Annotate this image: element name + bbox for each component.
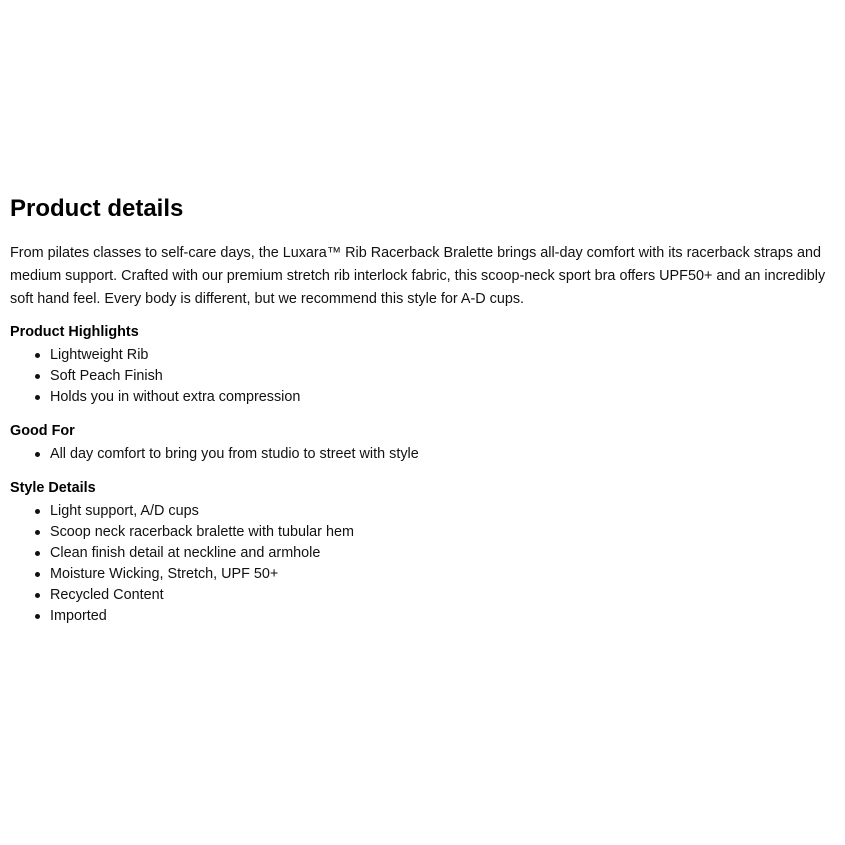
list-item: Scoop neck racerback bralette with tubular hem — [50, 522, 832, 543]
bullet-list — [10, 444, 832, 465]
section-good-for — [10, 420, 832, 465]
list-item: All day comfort to bring you from studio to street with style — [50, 444, 832, 465]
product-description: From pilates classes to self-care days, the Luxara™ Rib Racerback Bralette brings all-day comfort with its racerback straps and medium support. Crafted with our premium stretch rib interlock fabric, this scoop-neck sport bra offers UPF50+ and an incredibly soft hand feel. Every body is different, but we recommend this style for A-D cups. — [10, 245, 826, 307]
bullet-list — [10, 345, 832, 408]
list-item: Clean finish detail at neckline and armhole — [50, 543, 832, 564]
section-style-details — [10, 477, 832, 627]
section-product-highlights — [10, 321, 832, 408]
list-item: Moisture Wicking, Stretch, UPF 50+ — [50, 564, 832, 585]
list-item: Soft Peach Finish — [50, 366, 832, 387]
section-heading: Product Highlights — [10, 324, 139, 340]
list-item: Light support, A/D cups — [50, 501, 832, 522]
product-details-panel — [10, 193, 832, 627]
page-title: Product details — [10, 195, 184, 222]
bullet-list — [10, 501, 832, 627]
list-item: Recycled Content — [50, 585, 832, 606]
list-item: Holds you in without extra compression — [50, 387, 832, 408]
section-heading: Good For — [10, 423, 75, 439]
list-item: Lightweight Rib — [50, 345, 832, 366]
section-heading: Style Details — [10, 480, 96, 496]
list-item: Imported — [50, 606, 832, 627]
